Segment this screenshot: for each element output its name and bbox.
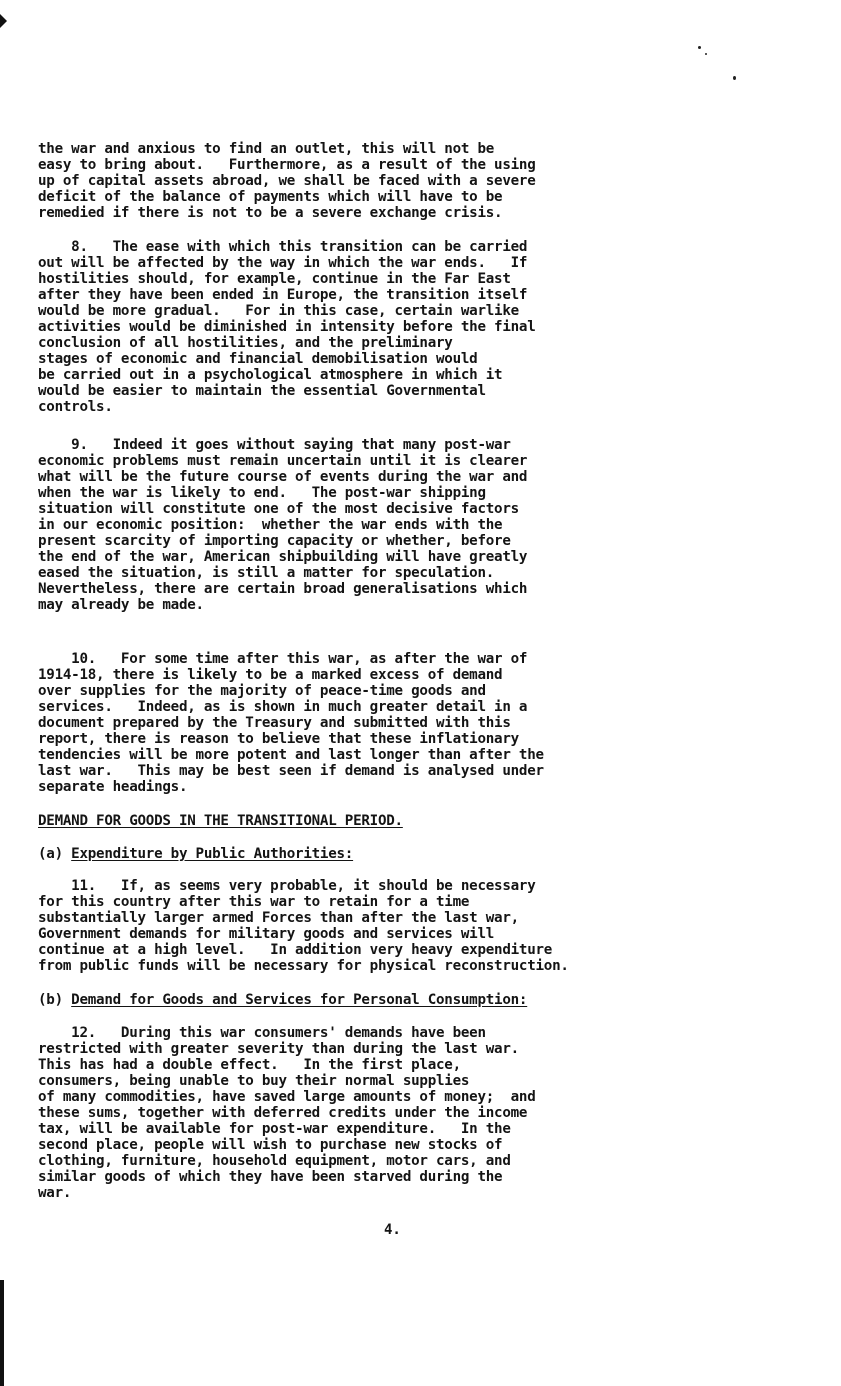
scan-speck xyxy=(733,76,736,80)
subheading-title: Expenditure by Public Authorities: xyxy=(71,846,354,862)
text-line: hostilities should, for example, continue in the Far East xyxy=(38,271,511,287)
subheading-title: Demand for Goods and Services for Personal Consumption: xyxy=(71,992,528,1008)
text-line: may already be made. xyxy=(38,597,204,613)
text-line: Government demands for military goods and services will xyxy=(38,926,495,942)
text-line: of many commodities, have saved large amounts of money; and xyxy=(38,1089,536,1105)
text-line: substantially larger armed Forces than after the last war, xyxy=(38,910,519,926)
text-line: present scarcity of importing capacity or whether, before xyxy=(38,533,511,549)
subheading-label: (a) xyxy=(38,846,63,862)
text-line: from public funds will be necessary for physical reconstruction. xyxy=(38,958,569,974)
text-line: This has had a double effect. In the first place, xyxy=(38,1057,461,1073)
text-line: would be more gradual. For in this case, certain warlike xyxy=(38,303,519,319)
text-line: when the war is likely to end. The post-war shipping xyxy=(38,485,486,501)
text-line: conclusion of all hostilities, and the preliminary xyxy=(38,335,453,351)
text-line: stages of economic and financial demobilisation would xyxy=(38,351,478,367)
text-line: what will be the future course of events during the war and xyxy=(38,469,528,485)
text-line: clothing, furniture, household equipment, motor cars, and xyxy=(38,1153,511,1169)
text-line: consumers, being unable to buy their normal supplies xyxy=(38,1073,470,1089)
text-line: war. xyxy=(38,1185,72,1201)
section-heading: DEMAND FOR GOODS IN THE TRANSITIONAL PERIOD. xyxy=(38,813,403,829)
text-line: situation will constitute one of the most decisive factors xyxy=(38,501,519,517)
text-line: over supplies for the majority of peace-time goods and xyxy=(38,683,486,699)
text-line: activities would be diminished in intensity before the final xyxy=(38,319,536,335)
text-line: remedied if there is not to be a severe exchange crisis. xyxy=(38,205,503,221)
text-line: the war and anxious to find an outlet, this will not be xyxy=(38,141,495,157)
text-line: last war. This may be best seen if demand is analysed under xyxy=(38,763,544,779)
text-line: up of capital assets abroad, we shall be faced with a severe xyxy=(38,173,536,189)
text-line: easy to bring about. Furthermore, as a result of the using xyxy=(38,157,536,173)
text-line: be carried out in a psychological atmosphere in which it xyxy=(38,367,503,383)
text-line: tax, will be available for post-war expenditure. In the xyxy=(38,1121,511,1137)
subheading-a xyxy=(38,846,353,862)
text-line: out will be affected by the way in which the war ends. If xyxy=(38,255,528,271)
text-line: economic problems must remain uncertain until it is clearer xyxy=(38,453,528,469)
text-line: second place, people will wish to purchase new stocks of xyxy=(38,1137,503,1153)
text-line: Nevertheless, there are certain broad generalisations which xyxy=(38,581,528,597)
text-line: 11. If, as seems very probable, it should be necessary xyxy=(38,878,536,894)
text-line: in our economic position: whether the war ends with the xyxy=(38,517,503,533)
text-line: document prepared by the Treasury and submitted with this xyxy=(38,715,511,731)
scan-edge-bar xyxy=(0,1280,4,1386)
text-line: 9. Indeed it goes without saying that many post-war xyxy=(38,437,511,453)
text-line: deficit of the balance of payments which will have to be xyxy=(38,189,503,205)
text-line: the end of the war, American shipbuilding will have greatly xyxy=(38,549,528,565)
text-line: 10. For some time after this war, as after the war of xyxy=(38,651,528,667)
text-line: report, there is reason to believe that these inflationary xyxy=(38,731,519,747)
scan-speck xyxy=(705,53,707,55)
text-line: 12. During this war consumers' demands have been xyxy=(38,1025,486,1041)
text-line: after they have been ended in Europe, the transition itself xyxy=(38,287,528,303)
text-line: for this country after this war to retain for a time xyxy=(38,894,470,910)
page-number: 4. xyxy=(384,1222,401,1238)
subheading-b xyxy=(38,992,527,1008)
text-line: would be easier to maintain the essential Governmental xyxy=(38,383,486,399)
text-line: controls. xyxy=(38,399,113,415)
text-line: services. Indeed, as is shown in much greater detail in a xyxy=(38,699,528,715)
text-line: continue at a high level. In addition very heavy expenditure xyxy=(38,942,553,958)
text-line: tendencies will be more potent and last longer than after the xyxy=(38,747,544,763)
text-line: these sums, together with deferred credits under the income xyxy=(38,1105,528,1121)
text-line: separate headings. xyxy=(38,779,188,795)
text-line: 8. The ease with which this transition can be carried xyxy=(38,239,528,255)
scan-edge-mark xyxy=(0,14,7,28)
text-line: 1914-18, there is likely to be a marked excess of demand xyxy=(38,667,503,683)
subheading-label: (b) xyxy=(38,992,63,1008)
text-line: eased the situation, is still a matter for speculation. xyxy=(38,565,495,581)
scan-speck xyxy=(698,46,701,49)
text-line: similar goods of which they have been starved during the xyxy=(38,1169,503,1185)
text-line: restricted with greater severity than during the last war. xyxy=(38,1041,519,1057)
